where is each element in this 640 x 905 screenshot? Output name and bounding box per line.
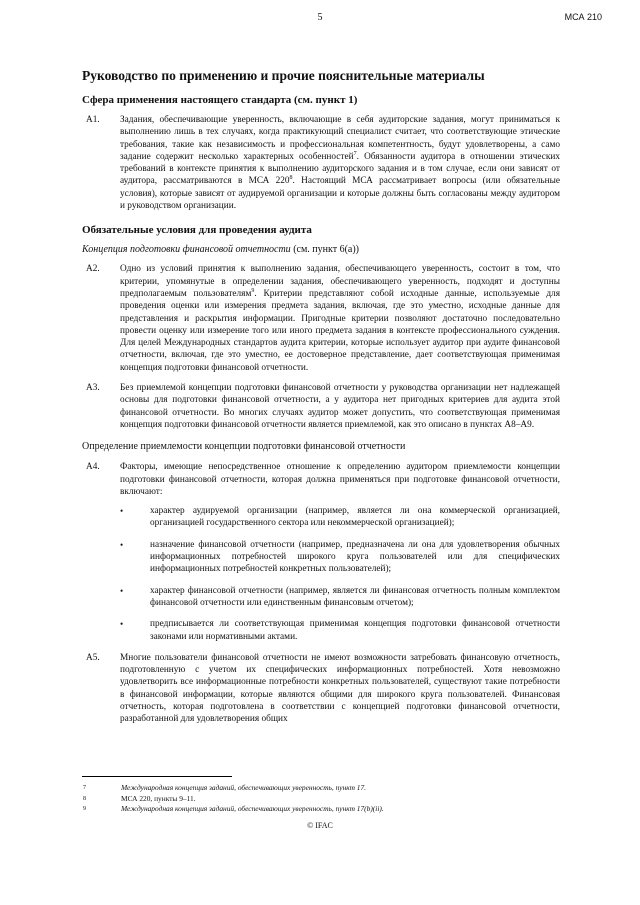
footnote-text: Международная концепция заданий, обеспечивающих уверенность, пункт 17(b)(ii).	[121, 804, 384, 813]
list-item-text: характер финансовой отчетности (например, является ли финансовая отчетность полным комплектом финансовой отчетности или единственным финансовым отчетом);	[150, 585, 560, 608]
paragraph-text: Одно из условий принятия к выполнению задания, обеспечивающего уверенность, состоит в том, что критерии, упомянутые в определении задания, обеспечивающего уверенность, подходят и доступны предполагаемым пользователям$^9$. Критерии представляют собой исходные данные, используемые для проведения оценки или измерения предмета задания, включая, где это уместно, исходные данные для представления и раскрытия информации. Пригодные критерии позволяют достаточно последовательно провести оценку или измерение того или иного предмета задания в контексте профессионального суждения. Для целей Международных стандартов аудита критерии, которые использует аудитор при аудите финансовой отчетности, включая, где это уместно, ее достоверное представление, дает соответствующая применимая концепция подготовки финансовой отчетности.	[120, 264, 560, 373]
copyright-notice: © IFAC	[307, 821, 333, 830]
paragraph-text: Факторы, имеющие непосредственное отношение к определению аудитором приемлемости концепции подготовки финансовой отчетности, которая должна применяться при подготовке финансовой отчетности, включают:	[120, 462, 560, 497]
bullet-icon: •	[120, 585, 124, 596]
footnote-ref[interactable]: 9	[251, 287, 255, 294]
section-scope-title: Сфера применения настоящего стандарта (см. пункт 1)	[82, 94, 358, 106]
list-item	[120, 505, 560, 530]
footnote-ref[interactable]: 8	[289, 175, 293, 182]
paragraph-number: A4.	[86, 462, 100, 473]
footnote-divider	[82, 776, 232, 777]
footnote-number: 8	[83, 795, 86, 802]
list-item-text: предписывается ли соответствующая применимая концепция подготовки финансовой отчетности законами или нормативными актами.	[150, 619, 560, 642]
footnote-number: 7	[83, 785, 86, 791]
paragraph-text: Многие пользователи финансовой отчетности не имеют возможности затребовать финансовую отчетность, подготовленную с учетом их специфических информационных потребностей. Хотя невозможно удовлетворить все информационные потребности конкретных пользователей, существуют такие потребности в финансовой информации, которые являются общими для широкого круга пользователей. Финансовая отчетность, которая подготовлена в соответствии с концепцией подготовки финансовой отчетности, разработанной для удовлетворения общих	[120, 652, 560, 725]
bullet-icon: •	[120, 539, 124, 550]
list-item	[120, 539, 560, 576]
footnotes	[82, 776, 560, 815]
footnote-item	[82, 783, 560, 794]
factors-list	[120, 505, 560, 643]
subsection-acceptability-title: Определение приемлемости концепции подготовки финансовой отчетности	[82, 441, 406, 453]
footnote-text: МСА 220, пункты 9–11.	[121, 793, 196, 803]
footnote-ref[interactable]: 7	[353, 150, 357, 157]
paragraph-a2	[82, 263, 560, 374]
footnote-item	[82, 794, 560, 805]
footnote-text: Международная концепция заданий, обеспечивающих уверенность, пункт 17.	[121, 783, 367, 792]
paragraph-number: A5.	[86, 652, 100, 663]
page-number: 5	[317, 12, 323, 23]
paragraph-number: A2.	[86, 264, 100, 275]
paragraph-text: Без приемлемой концепции подготовки финансовой отчетности у руководства организации нет надлежащей основы для подготовки финансовой отчетности, а у аудитора нет пригодных критериев для аудита этой финансовой отчетности. Во многих случаях аудитор может допустить, что соответствующая применимая концепция подготовки финансовой отчетности является приемлемой, как это описано в пунктах A8–A9.	[120, 383, 560, 430]
bullet-icon: •	[120, 619, 124, 630]
bullet-icon: •	[120, 506, 124, 517]
footnote-number: 9	[83, 806, 86, 812]
paragraph-a5	[82, 652, 560, 726]
main-heading: Руководство по применению и прочие пояснительные материалы	[82, 68, 485, 83]
paragraph-a4	[82, 461, 560, 498]
paragraph-a1	[82, 114, 560, 212]
list-item-text: назначение финансовой отчетности (например, предназначена ли она для удовлетворения обычных информационных потребностей широкого круга пользователей или для специфических информационных потребностей конкретных пользователей);	[150, 539, 560, 575]
paragraph-text: Задания, обеспечивающие уверенность, включающие в себя аудиторские задания, могут приниматься к выполнению лишь в тех случаях, когда практикующий специалист считает, что соответствующие этические требования, такие как независимость и профессиональная компетентность, будут удовлетворены, а само задание содержит несколько характерных особенностей$^7$. Обязанности аудитора в отношении этических требований в контексте принятия к выполнению аудиторского задания и в том случае, если они зависят от аудитора, рассматриваются в МСА $220^8$. Настоящий МСА рассматривает вопросы (или обязательные условия), которые зависят от аудируемой организации и которые должны быть согласованы между аудитором и руководством организации.	[120, 115, 560, 212]
subsection-framework-title: Концепция подготовки финансовой отчетности (см. пункт 6(a))	[82, 244, 360, 256]
footnote-item	[82, 804, 560, 815]
list-item	[120, 618, 560, 643]
paragraph-a3	[82, 382, 560, 431]
list-item	[120, 585, 560, 610]
list-item-text: характер аудируемой организации (например, является ли она коммерческой организацией, организацией государственного сектора или некоммерческой организацией);	[150, 506, 560, 529]
paragraph-number: A1.	[86, 115, 100, 125]
document-code: МСА 210	[564, 12, 602, 22]
paragraph-number: A3.	[86, 383, 100, 394]
page-content	[82, 68, 560, 734]
section-preconditions-title: Обязательные условия для проведения аудита	[82, 224, 312, 237]
